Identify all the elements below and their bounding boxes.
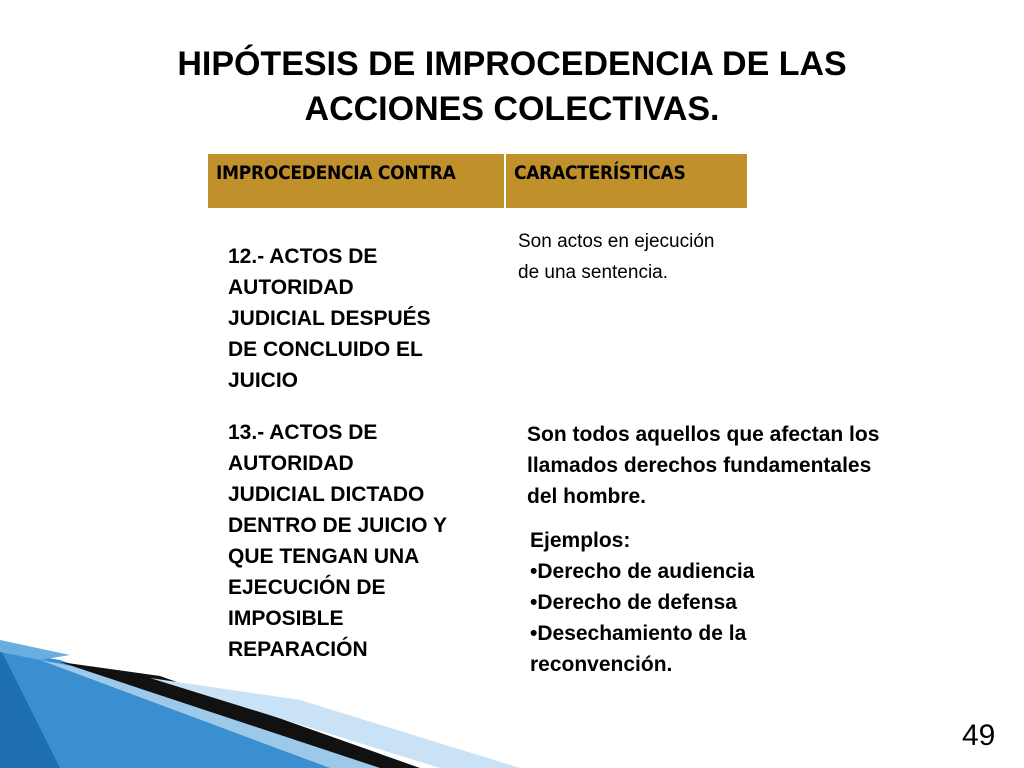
text-line: QUE TENGAN UNA bbox=[228, 545, 420, 568]
text-line: del hombre. bbox=[527, 485, 647, 508]
text-line: AUTORIDAD bbox=[228, 452, 354, 475]
text-line: EJECUCIÓN DE bbox=[228, 576, 386, 599]
text-line: DE CONCLUIDO EL bbox=[228, 338, 423, 361]
text-line: de una sentencia. bbox=[518, 262, 669, 283]
example-item: •Derecho de audiencia bbox=[530, 560, 755, 583]
slide-title bbox=[112, 42, 912, 132]
example-item: •Derecho de defensa bbox=[530, 591, 737, 614]
text-line: JUDICIAL DICTADO bbox=[228, 483, 425, 506]
row-13-act bbox=[228, 417, 508, 665]
row-12-characteristics bbox=[518, 226, 798, 288]
text-line: Son actos en ejecución bbox=[518, 231, 715, 252]
text-line: Son todos aquellos que afectan los bbox=[527, 423, 880, 446]
text-line: 12.- ACTOS DE bbox=[228, 245, 378, 268]
title-line: HIPÓTESIS DE IMPROCEDENCIA DE LAS bbox=[177, 45, 847, 83]
header-caracteristicas: CARACTERÍSTICAS bbox=[506, 154, 747, 208]
text-line: 13.- ACTOS DE bbox=[228, 421, 378, 444]
title-line: ACCIONES COLECTIVAS. bbox=[304, 90, 720, 128]
row-12-act bbox=[228, 241, 498, 396]
text-line: JUDICIAL DESPUÉS bbox=[228, 307, 431, 330]
text-line: JUICIO bbox=[228, 369, 299, 392]
text-line: REPARACIÓN bbox=[228, 638, 368, 661]
header-improcedencia-contra: IMPROCEDENCIA CONTRA bbox=[208, 154, 506, 208]
example-item: •Desechamiento de la bbox=[530, 622, 747, 645]
table-header bbox=[208, 154, 749, 208]
examples-heading: Ejemplos: bbox=[530, 529, 631, 552]
text-line: DENTRO DE JUICIO Y bbox=[228, 514, 447, 537]
page-number: 49 bbox=[962, 719, 996, 752]
text-line: llamados derechos fundamentales bbox=[527, 454, 872, 477]
example-item: reconvención. bbox=[530, 653, 673, 676]
examples-list bbox=[530, 525, 850, 680]
text-line: IMPOSIBLE bbox=[228, 607, 344, 630]
row-13-characteristics bbox=[527, 419, 967, 512]
text-line: AUTORIDAD bbox=[228, 276, 354, 299]
